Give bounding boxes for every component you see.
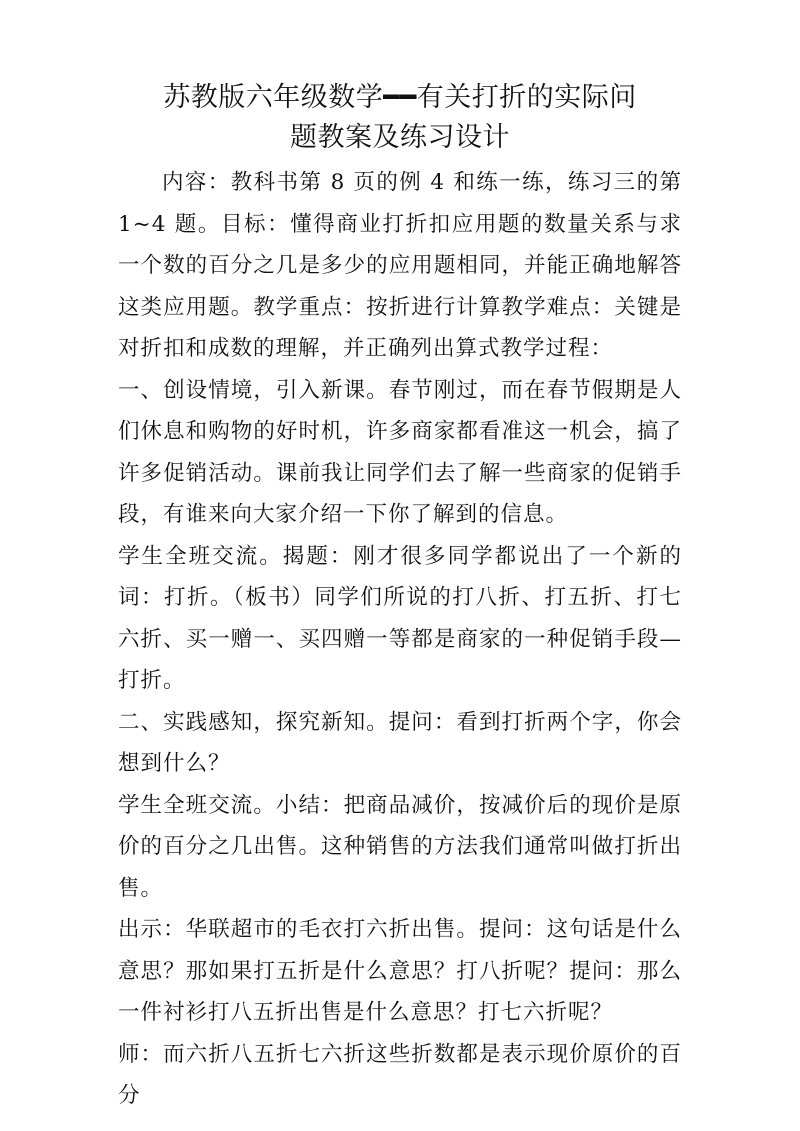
title-line-1: 苏教版六年级数学━━有关打折的实际问	[163, 82, 637, 113]
paragraph-section-one: 一、创设情境，引入新课。春节刚过，而在春节假期是人们休息和购物的好时机，许多商家都看准这一机会，搞了许多促销活动。课前我让同学们去了解一些商家的促销手段，有谁来向大家介绍一下你了解到的信息。	[118, 377, 682, 527]
paragraph-content-goals: 内容：教科书第 8 页的例 4 和练一练，练习三的第 1~4 题。目标：懂得商业打折扣应用题的数量关系与求一个数的百分之几是多少的应用题相同，并能正确地解答这类应用题。教学重点：按折进行计算教学难点：关键是对折扣和成数的理解，并正确列出算式教学过程：	[118, 170, 682, 361]
paragraph-example: 出示：华联超市的毛衣打六折出售。提问：这句话是什么意思？那如果打五折是什么意思？打八折呢？提问：那么一件衬衫打八五折出售是什么意思？打七六折呢？	[118, 917, 682, 1025]
paragraph-section-two: 二、实践感知，探究新知。提问：看到打折两个字，你会想到什么？	[118, 709, 682, 776]
page-title	[118, 78, 682, 158]
paragraph-teacher: 师：而六折八五折七六折这些折数都是表示现价原价的百分	[118, 1041, 682, 1108]
title-line-2: 题教案及练习设计	[290, 122, 510, 153]
paragraph-student-exchange: 学生全班交流。揭题：刚才很多同学都说出了一个新的词：打折。（板书）同学们所说的打八折、打五折、打七六折、买一赠一、买四赠一等都是商家的一种促销手段—打折。	[118, 543, 682, 693]
paragraph-summary: 学生全班交流。小结：把商品减价，按减价后的现价是原价的百分之几出售。这种销售的方法我们通常叫做打折出售。	[118, 792, 682, 901]
